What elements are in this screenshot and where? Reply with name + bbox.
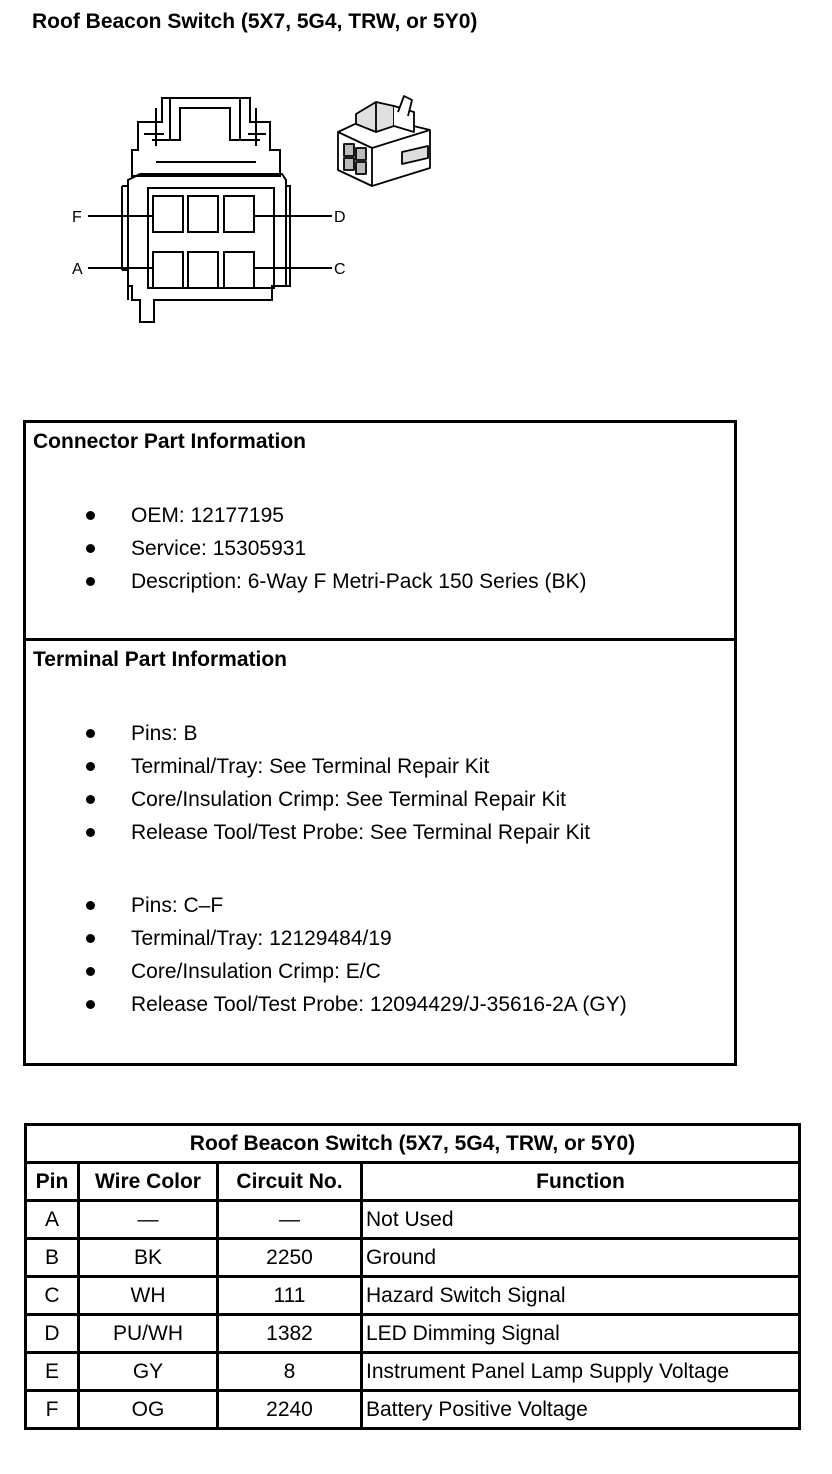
wire-color-cell: GY (79, 1353, 218, 1391)
connector-part-information (26, 423, 734, 641)
table-row (26, 1277, 800, 1315)
pin-cell: C (26, 1277, 79, 1315)
list-item: Core/Insulation Crimp: See Terminal Repair Kit (26, 783, 590, 816)
circuit-cell: — (218, 1201, 362, 1239)
connector-3d-illustration (332, 92, 442, 192)
table-row (26, 1315, 800, 1353)
bullet-icon (86, 934, 95, 943)
list-item: Core/Insulation Crimp: E/C (26, 955, 627, 988)
circuit-cell: 2250 (218, 1239, 362, 1277)
function-cell: LED Dimming Signal (362, 1315, 800, 1353)
column-header-pin: Pin (26, 1163, 79, 1201)
bullet-icon (86, 577, 95, 586)
circuit-cell: 1382 (218, 1315, 362, 1353)
pin-cell: D (26, 1315, 79, 1353)
circuit-cell: 8 (218, 1353, 362, 1391)
table-row (26, 1353, 800, 1391)
terminal-part-heading: Terminal Part Information (33, 648, 287, 671)
bullet-icon (86, 544, 95, 553)
function-cell: Instrument Panel Lamp Supply Voltage (362, 1353, 800, 1391)
list-item: Description: 6-Way F Metri-Pack 150 Series (BK) (26, 565, 587, 598)
bullet-icon (86, 729, 95, 738)
column-header-function: Function (362, 1163, 800, 1201)
connector-part-heading: Connector Part Information (33, 430, 307, 453)
table-row (26, 1391, 800, 1429)
connector-face-diagram (60, 90, 360, 350)
wire-color-cell: PU/WH (79, 1315, 218, 1353)
pin-cell: E (26, 1353, 79, 1391)
function-cell: Ground (362, 1239, 800, 1277)
function-cell: Battery Positive Voltage (362, 1391, 800, 1429)
list-item: Release Tool/Test Probe: See Terminal Repair Kit (26, 816, 590, 849)
function-cell: Hazard Switch Signal (362, 1277, 800, 1315)
circuit-cell: 2240 (218, 1391, 362, 1429)
list-item: Service: 15305931 (26, 532, 587, 565)
wire-color-cell: WH (79, 1277, 218, 1315)
wire-color-cell: — (79, 1201, 218, 1239)
pin-cell: A (26, 1201, 79, 1239)
list-item: OEM: 12177195 (26, 499, 587, 532)
pin-table (24, 1123, 801, 1430)
column-header-circuit-no: Circuit No. (218, 1163, 362, 1201)
bullet-icon (86, 828, 95, 837)
table-row (26, 1239, 800, 1277)
pin-label-d: D (334, 209, 346, 226)
bullet-icon (86, 967, 95, 976)
list-item: Pins: C–F (26, 889, 627, 922)
pin-label-f: F (72, 209, 82, 226)
table-row (26, 1201, 800, 1239)
list-item: Terminal/Tray: See Terminal Repair Kit (26, 750, 590, 783)
list-item: Terminal/Tray: 12129484/19 (26, 922, 627, 955)
function-cell: Not Used (362, 1201, 800, 1239)
page-title: Roof Beacon Switch (5X7, 5G4, TRW, or 5Y0) (32, 10, 478, 33)
circuit-cell: 111 (218, 1277, 362, 1315)
list-item: Release Tool/Test Probe: 12094429/J-35616-2A (GY) (26, 988, 627, 1021)
bullet-icon (86, 1000, 95, 1009)
wire-color-cell: OG (79, 1391, 218, 1429)
wire-color-cell: BK (79, 1239, 218, 1277)
column-header-wire-color: Wire Color (79, 1163, 218, 1201)
connector-part-list (26, 499, 587, 598)
pin-label-a: A (72, 261, 83, 278)
terminal-group-c-f (26, 889, 627, 1021)
terminal-part-information (26, 641, 734, 1063)
pin-cell: F (26, 1391, 79, 1429)
bullet-icon (86, 901, 95, 910)
table-caption-row (26, 1125, 800, 1163)
pin-cell: B (26, 1239, 79, 1277)
bullet-icon (86, 511, 95, 520)
pin-label-c: C (334, 261, 346, 278)
table-caption: Roof Beacon Switch (5X7, 5G4, TRW, or 5Y0) (26, 1125, 800, 1163)
terminal-group-b (26, 717, 590, 849)
part-information-box (23, 420, 737, 1066)
bullet-icon (86, 762, 95, 771)
bullet-icon (86, 795, 95, 804)
table-header-row (26, 1163, 800, 1201)
list-item: Pins: B (26, 717, 590, 750)
